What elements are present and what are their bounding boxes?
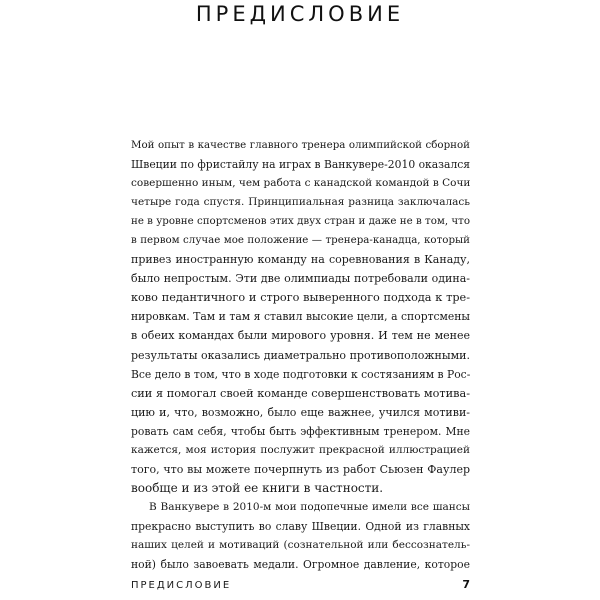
text-line: цию и, что, возможно, было еще важнее, учился мотиви-	[131, 405, 470, 419]
text-line: прекрасно выступить во славу Швеции. Одной из главных	[131, 519, 470, 533]
text-line: не в уровне спортсменов этих двух стран и даже не в том, что	[131, 215, 470, 228]
text-line: ной) было завоевать медали. Огромное давление, которое	[131, 558, 470, 572]
text-line: Мой опыт в качестве главного тренера олимпийской сборной	[131, 139, 470, 151]
chapter-title: ПРЕДИСЛОВИЕ	[195, 2, 405, 26]
text-line: было непростым. Эти две олимпиады потребовали одина-	[131, 272, 470, 286]
text-line: Все дело в том, что в ходе подготовки к состязаниям в Рос-	[131, 367, 471, 381]
text-line: сии я помогал своей команде совершенствовать мотива-	[131, 386, 470, 400]
text-line: совершенно иным, чем работа с канадской командой в Сочи	[131, 177, 471, 190]
text-line: вообще и из этой ее книги в частности.	[131, 480, 384, 495]
text-line: В Ванкувере в 2010-м мои подопечные имели все шансы	[149, 500, 470, 513]
text-line: результаты оказались диаметрально противоположными.	[131, 348, 470, 362]
text-line: того, что вы можете почерпнуть из работ Сьюзен Фаулер	[131, 462, 470, 476]
body-text	[131, 136, 470, 574]
text-line: в первом случае мое положение — тренера-канадца, который	[131, 234, 470, 247]
text-line: в обеих командах были мирового уровня. И тем не менее	[131, 329, 470, 343]
text-line: кажется, моя история послужит прекрасной иллюстрацией	[131, 443, 470, 456]
text-line: ково педантичного и строго выверенного подхода к тре-	[131, 291, 470, 305]
text-line: привез иностранную команду на соревнования в Канаду,	[131, 253, 470, 267]
running-footer-label: ПРЕДИСЛОВИЕ	[131, 580, 232, 591]
text-line: нировкам. Там и там я ставил высокие цели, а спортсмены	[131, 310, 470, 324]
page-number: 7	[462, 578, 470, 591]
text-line: Швеции по фристайлу на играх в Ванкувере-2010 оказался	[131, 158, 471, 172]
text-line: наших целей и мотиваций (сознательной или бессознатель-	[131, 538, 470, 551]
text-line: четыре года спустя. Принципиальная разница заключалась	[131, 196, 470, 209]
text-line: ровать сам себя, чтобы быть эффективным тренером. Мне	[131, 424, 470, 438]
